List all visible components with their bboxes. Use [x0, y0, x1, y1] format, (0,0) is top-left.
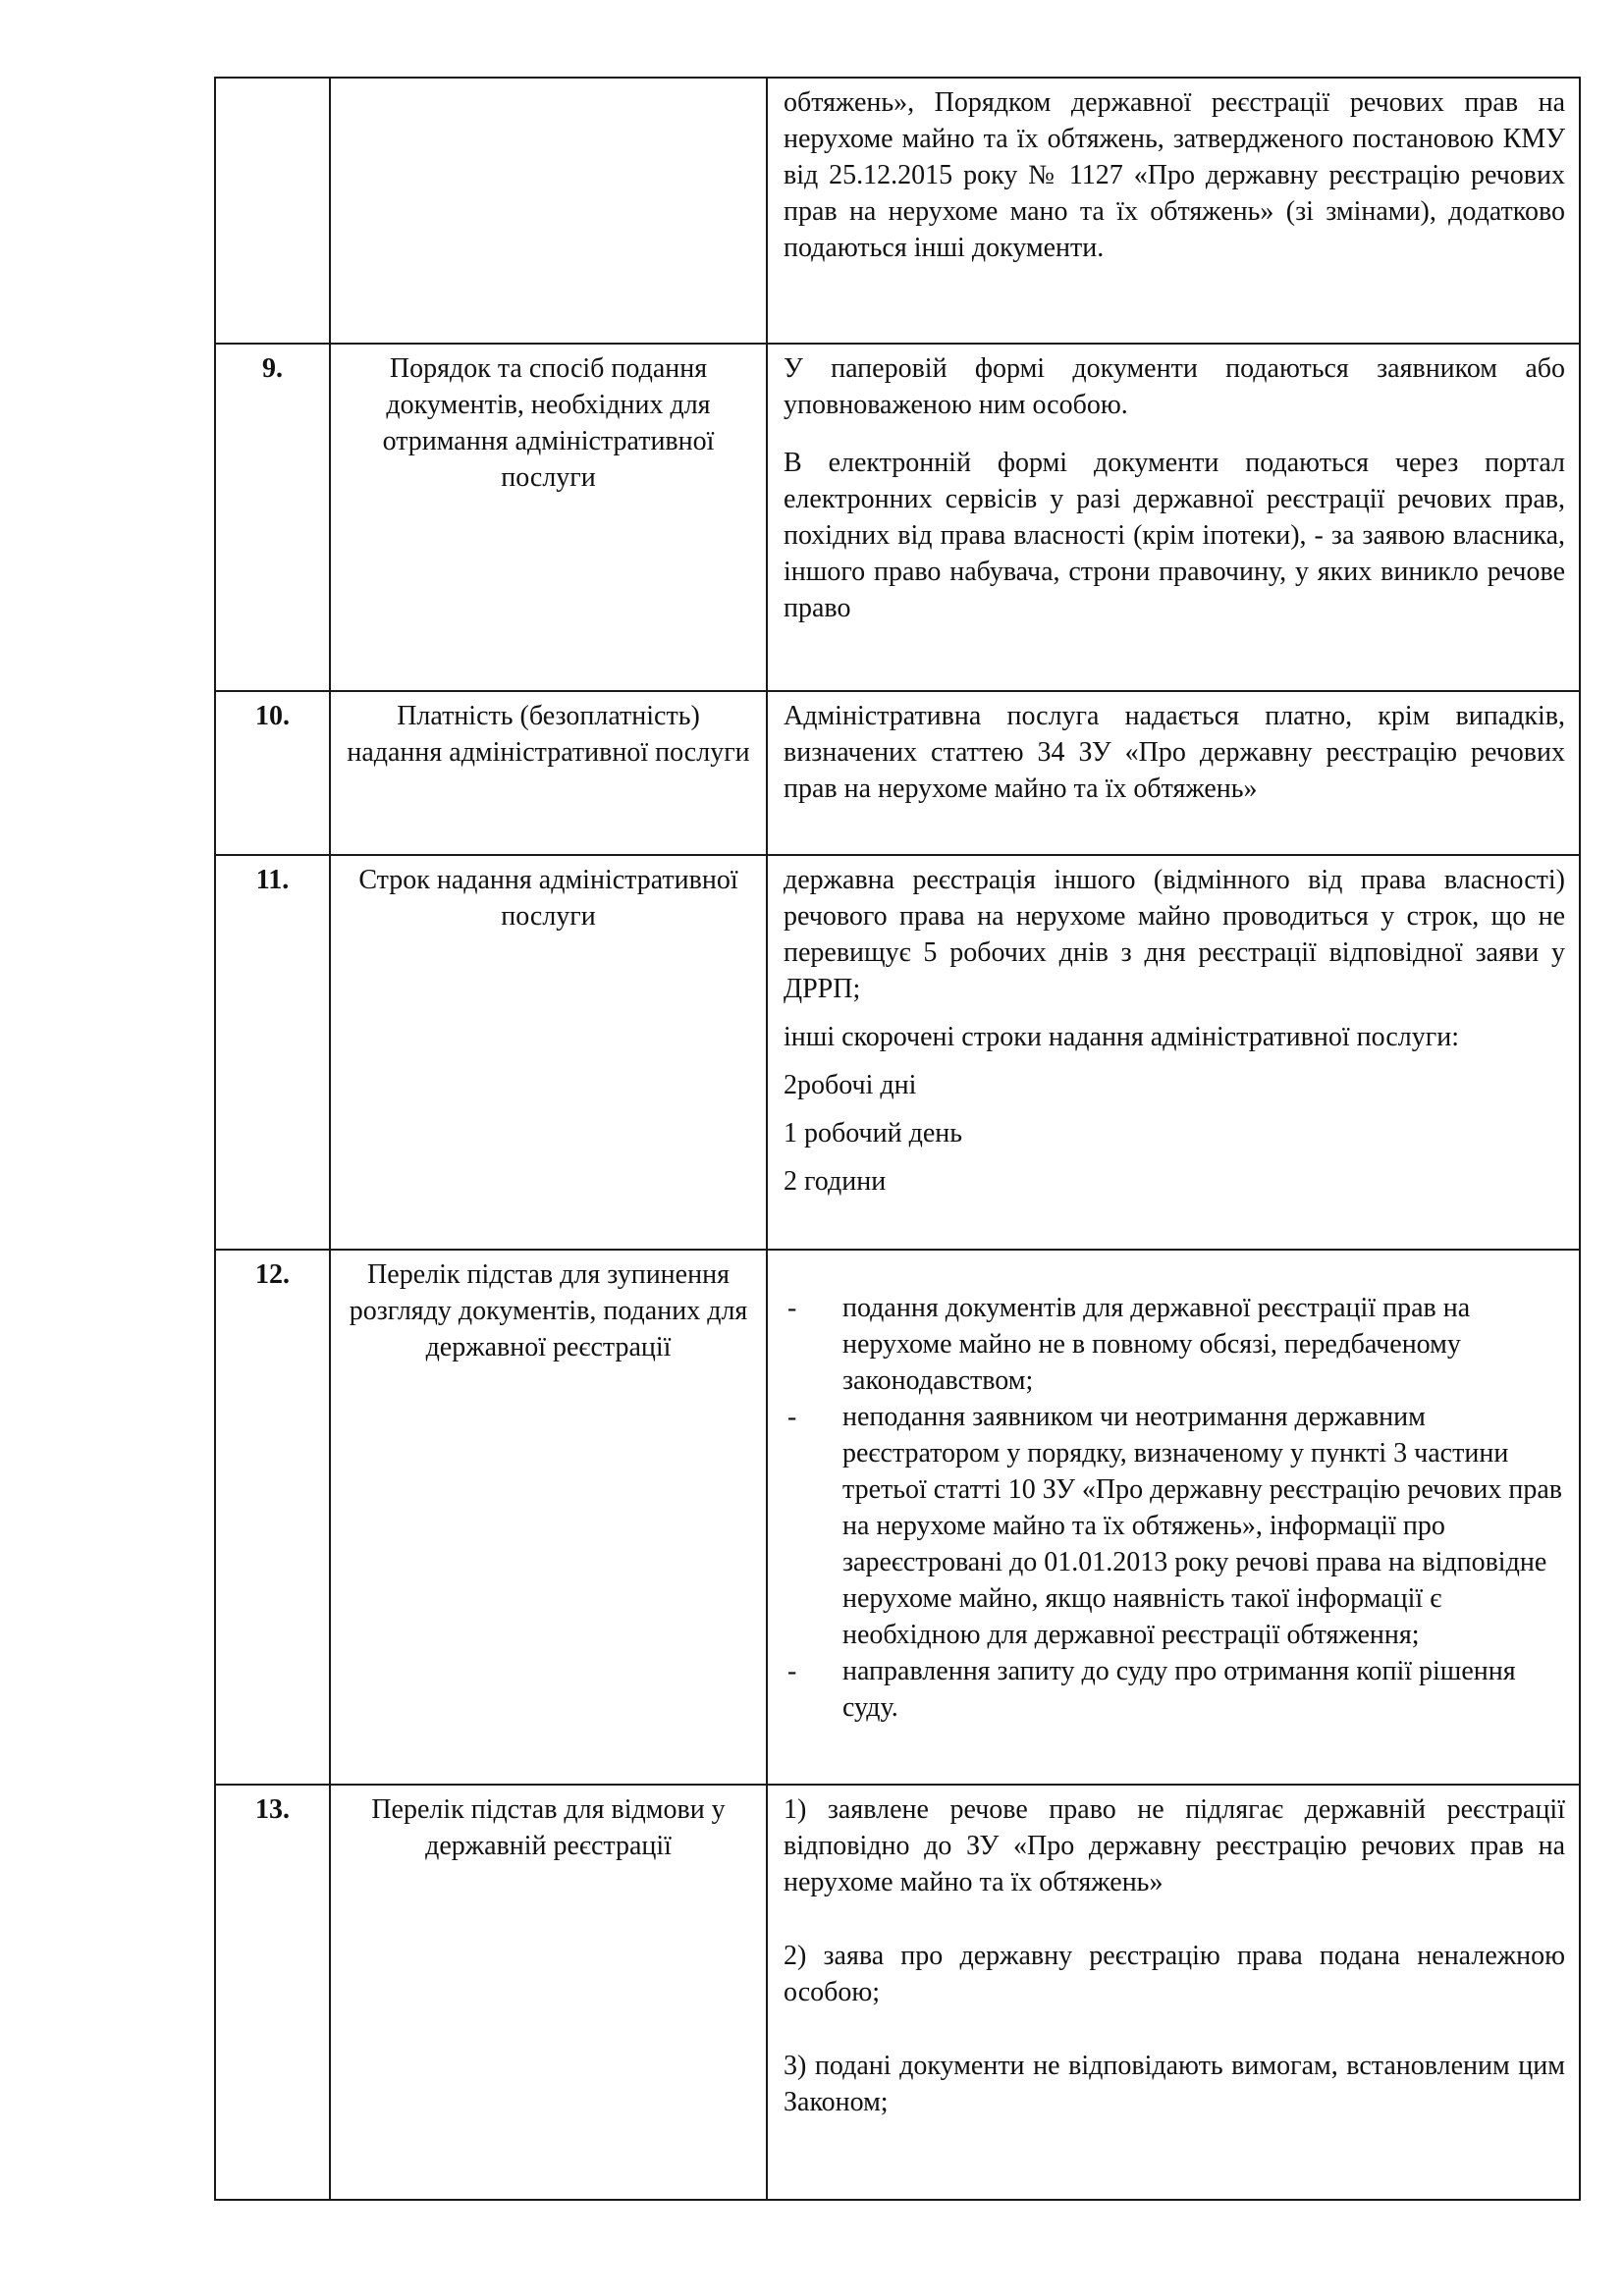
row-label [330, 78, 767, 344]
row-content [767, 1250, 1580, 1785]
list-item [784, 1290, 1565, 1399]
paragraph: 3) подані документи не відповідають вимогам, встановленим цим Законом; [784, 2051, 1565, 2117]
dash-marker: - [787, 1656, 797, 1686]
row-content [767, 78, 1580, 344]
row-content [767, 855, 1580, 1250]
list-item [784, 1399, 1565, 1653]
table-row [215, 855, 1580, 1250]
row-label: Перелік підстав для зупинення розгляду документів, поданих для державної реєстрації [330, 1250, 767, 1785]
paragraph: 1 робочий день [784, 1118, 962, 1148]
paragraph: державна реєстрація іншого (відмінного від права власності) речового права на нерухоме майно проводиться у строк, що не перевищує 5 робочих днів з дня реєстрації відповідної заяви у ДРРП; [784, 865, 1565, 1004]
list-item-text: неподання заявником чи неотримання державним реєстратором у порядку, визначеному у пункті 3 частини третьої статті 10 ЗУ «Про державну реєстрацію речових прав на нерухоме майно та їх обтяжень», інформації про зареєстровані до 01.01.2013 року речові права на відповідне нерухоме майно, якщо наявність такої інформації є необхідною для державної реєстрації обтяження; [842, 1402, 1562, 1650]
paragraph: обтяжень», Порядком державної реєстрації речових прав на нерухоме майно та їх обтяжень, затвердженого постановою КМУ від 25.12.2015 року № 1127 «Про державну реєстрацію речових прав на нерухоме мано та їх обтяжень» (зі змінами), додатково подаються інші документи. [784, 87, 1565, 263]
row-label: Перелік підстав для відмови у державній реєстрації [330, 1785, 767, 2200]
row-number: 13. [215, 1785, 330, 2200]
paragraph: 1) заявлене речове право не підлягає державній реєстрації відповідно до ЗУ «Про державну реєстрацію речових прав на нерухоме майно та їх обтяжень» [784, 1794, 1565, 1897]
paragraph: 2робочі дні [784, 1070, 917, 1100]
row-label: Строк надання адміністративної послуги [330, 855, 767, 1250]
paragraph: Адміністративна послуга надається платно, крім випадків, визначених статтею 34 ЗУ «Про державну реєстрацію речових прав на нерухоме майно та їх обтяжень» [784, 701, 1565, 804]
table-row [215, 344, 1580, 691]
table-row [215, 691, 1580, 855]
row-content [767, 344, 1580, 691]
table-row [215, 78, 1580, 344]
table-row [215, 1250, 1580, 1785]
list-item [784, 1653, 1565, 1726]
services-table [214, 77, 1581, 2201]
row-number [215, 78, 330, 344]
table-row [215, 1785, 1580, 2200]
dash-marker: - [787, 1402, 797, 1432]
paragraph: 2 години [784, 1166, 887, 1197]
row-number: 11. [215, 855, 330, 1250]
dash-marker: - [787, 1293, 797, 1323]
row-label: Платність (безоплатність) надання адміністративної послуги [330, 691, 767, 855]
row-number: 9. [215, 344, 330, 691]
row-label: Порядок та спосіб подання документів, необхідних для отримання адміністративної послуги [330, 344, 767, 691]
row-number: 12. [215, 1250, 330, 1785]
list-item-text: направлення запиту до суду про отримання копії рішення суду. [842, 1656, 1516, 1723]
list-item-text: подання документів для державної реєстрації прав на нерухоме майно не в повному обсязі, передбаченому законодавством; [842, 1293, 1471, 1396]
paragraph: 2) заява про державну реєстрацію права подана неналежною особою; [784, 1941, 1565, 2007]
paragraph: У паперовій формі документи подаються заявником або уповноваженою ним особою. [784, 353, 1565, 420]
row-number: 10. [215, 691, 330, 855]
row-content [767, 1785, 1580, 2200]
paragraph: інші скорочені строки надання адміністративної послуги: [784, 1022, 1459, 1052]
paragraph: В електронній формі документи подаються через портал електронних сервісів у разі державної реєстрації речових прав, похідних від права власності (крім іпотеки), - за заявою власника, іншого право набувача, строни правочину, у яких виникло речове право [784, 448, 1565, 623]
row-content [767, 691, 1580, 855]
reasons-list [784, 1290, 1565, 1726]
